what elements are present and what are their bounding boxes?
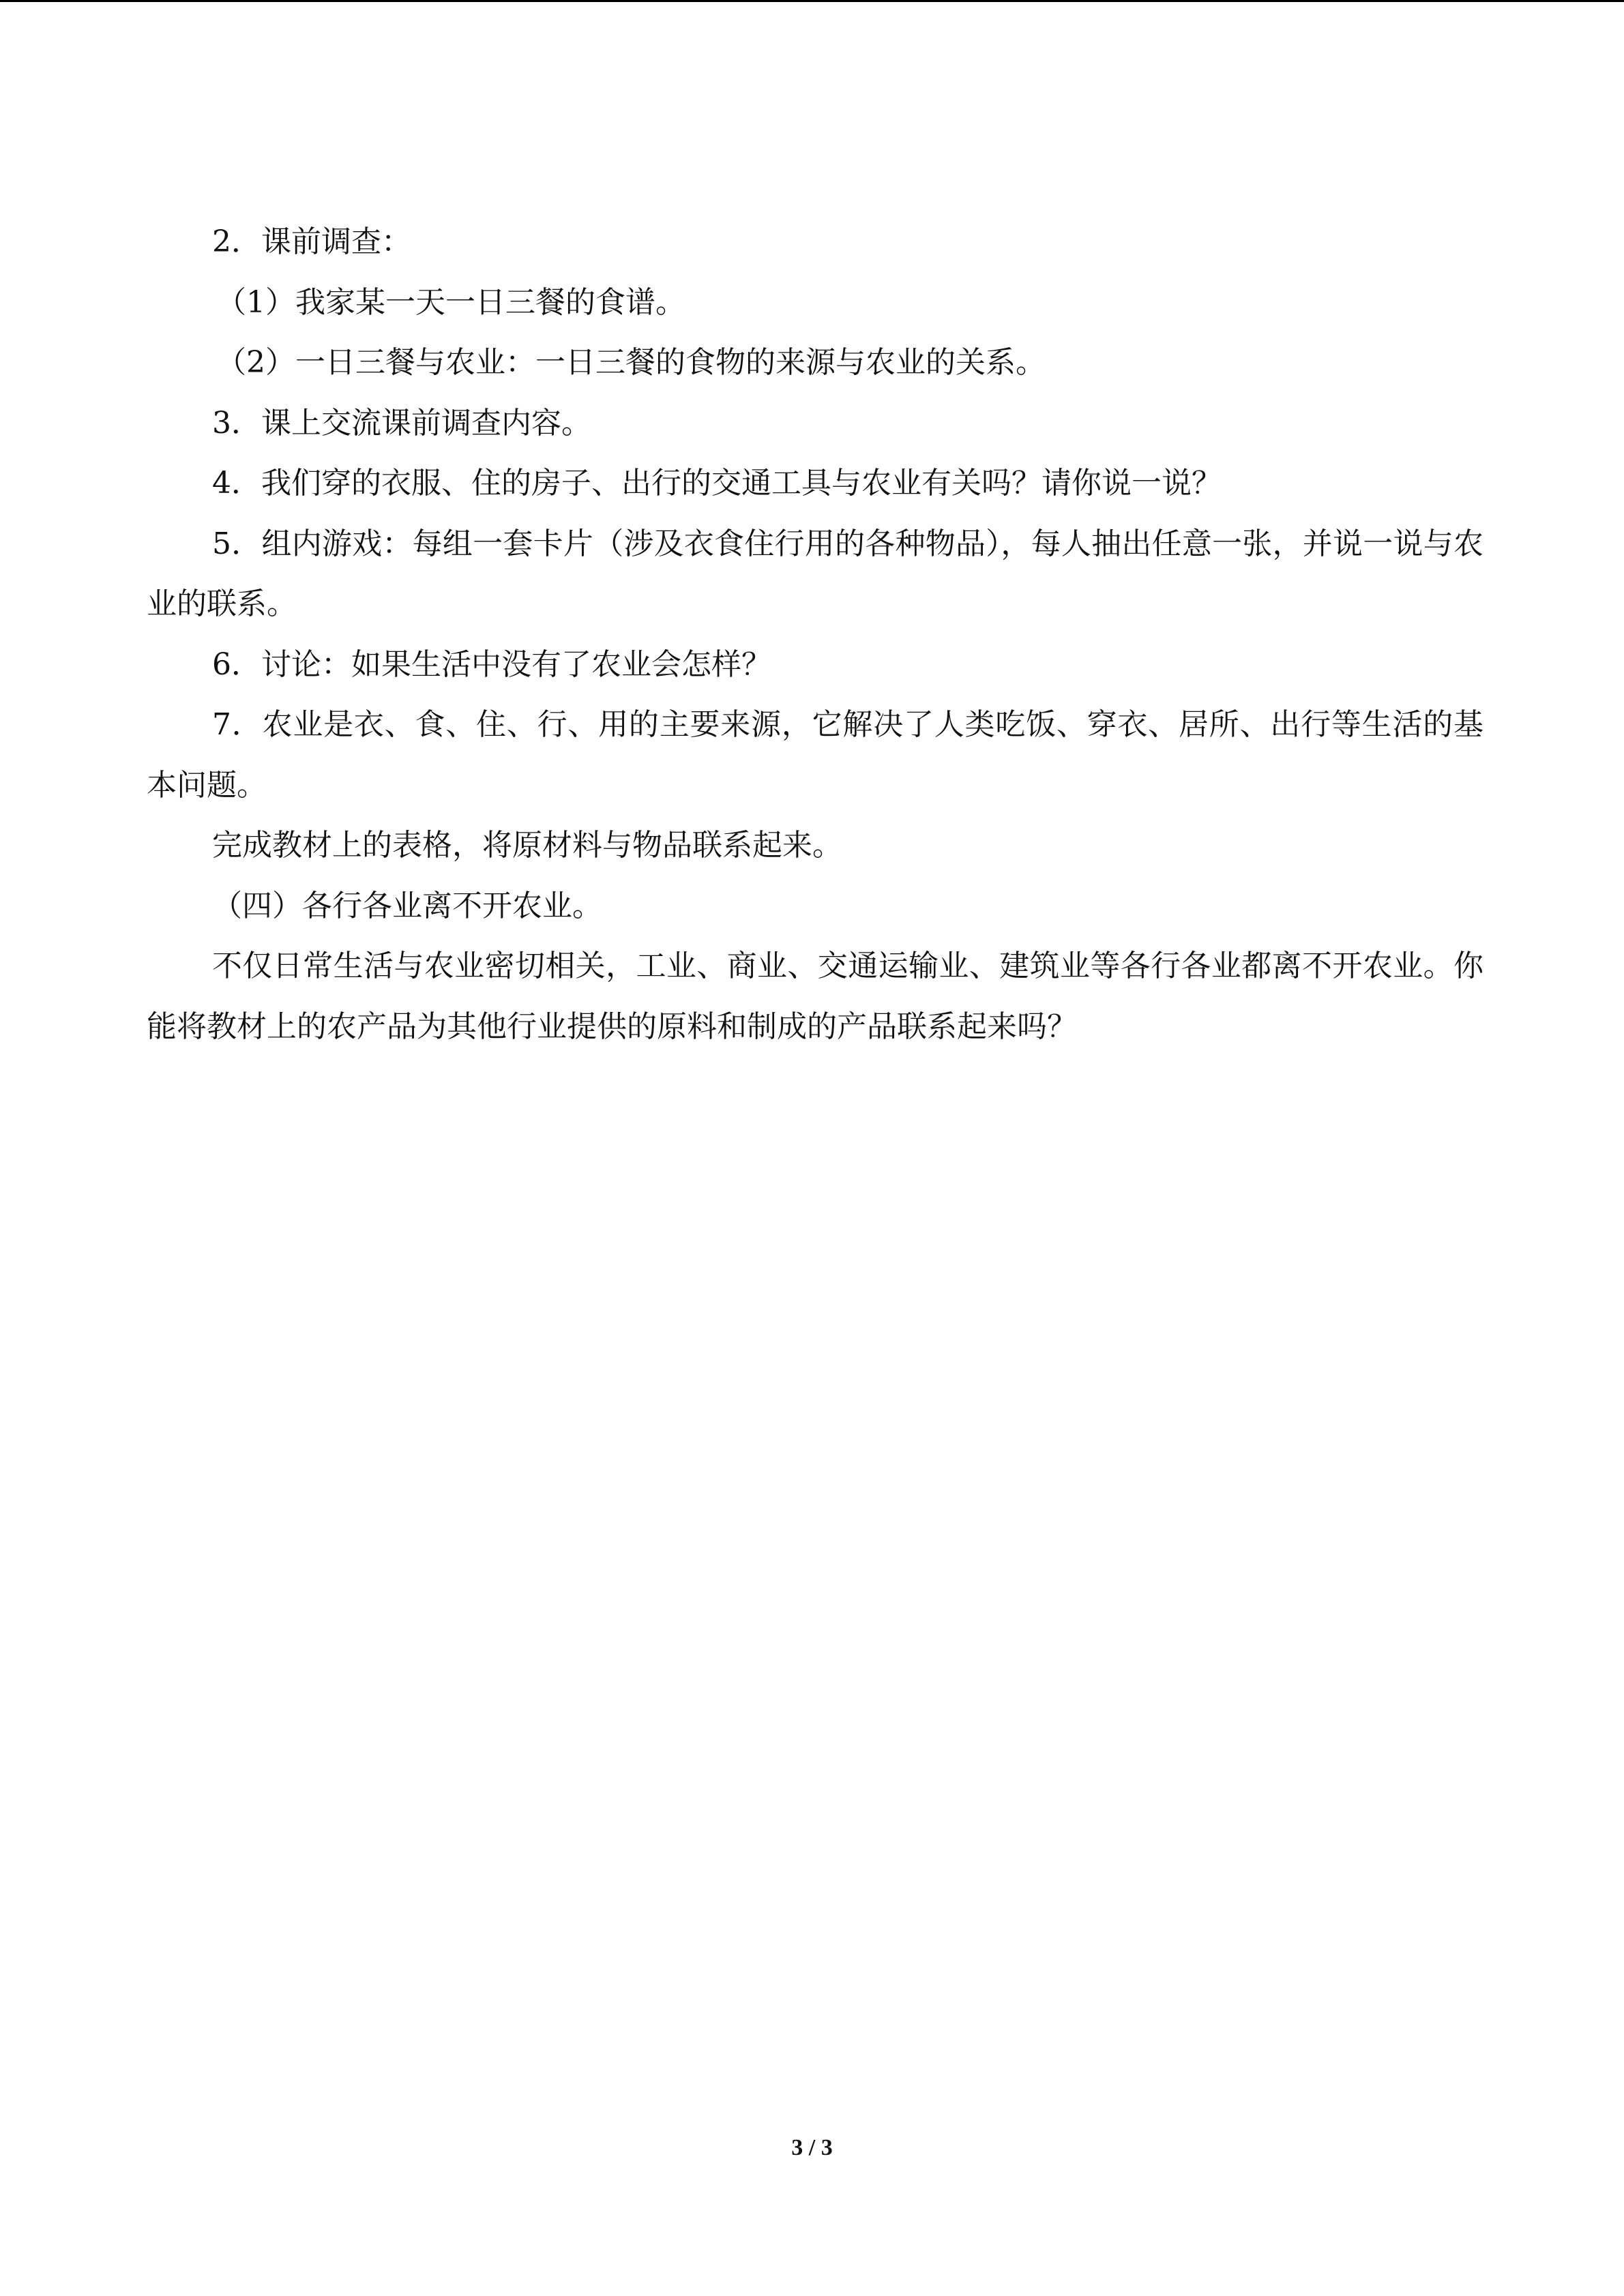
paragraph-item-3: 3．课上交流课前调查内容。 bbox=[212, 405, 591, 441]
paragraph-subitem-1: （1）我家某一天一日三餐的食谱。 bbox=[216, 284, 685, 320]
paragraph-industry: 不仅日常生活与农业密切相关，工业、商业、交通运输业、建筑业等各行各业都离不开农业。你能将教材上的农产品为其他行业提供的原料和制成的产品联系起来吗？ bbox=[147, 949, 1483, 1044]
page-number: 3 / 3 bbox=[791, 2135, 833, 2160]
paragraph-item-6: 6．讨论：如果生活中没有了农业会怎样？ bbox=[212, 646, 771, 682]
paragraph-table-task: 完成教材上的表格，将原材料与物品联系起来。 bbox=[212, 828, 842, 863]
paragraph-item-5: 5．组内游戏：每组一套卡片（涉及衣食住行用的各种物品），每人抽出任意一张，并说一说与农业的联系。 bbox=[147, 526, 1483, 621]
paragraph-item-7: 7．农业是衣、食、住、行、用的主要来源，它解决了人类吃饭、穿衣、居所、出行等生活的基本问题。 bbox=[147, 707, 1483, 803]
paragraph-item-2: 2．课前调查： bbox=[212, 224, 411, 259]
paragraph-subitem-2: （2）一日三餐与农业：一日三餐的食物的来源与农业的关系。 bbox=[216, 345, 1046, 380]
paragraph-item-4: 4．我们穿的衣服、住的房子、出行的交通工具与农业有关吗？请你说一说？ bbox=[212, 466, 1222, 501]
section-heading-4: （四）各行各业离不开农业。 bbox=[212, 888, 602, 923]
document-body bbox=[147, 212, 1483, 1057]
